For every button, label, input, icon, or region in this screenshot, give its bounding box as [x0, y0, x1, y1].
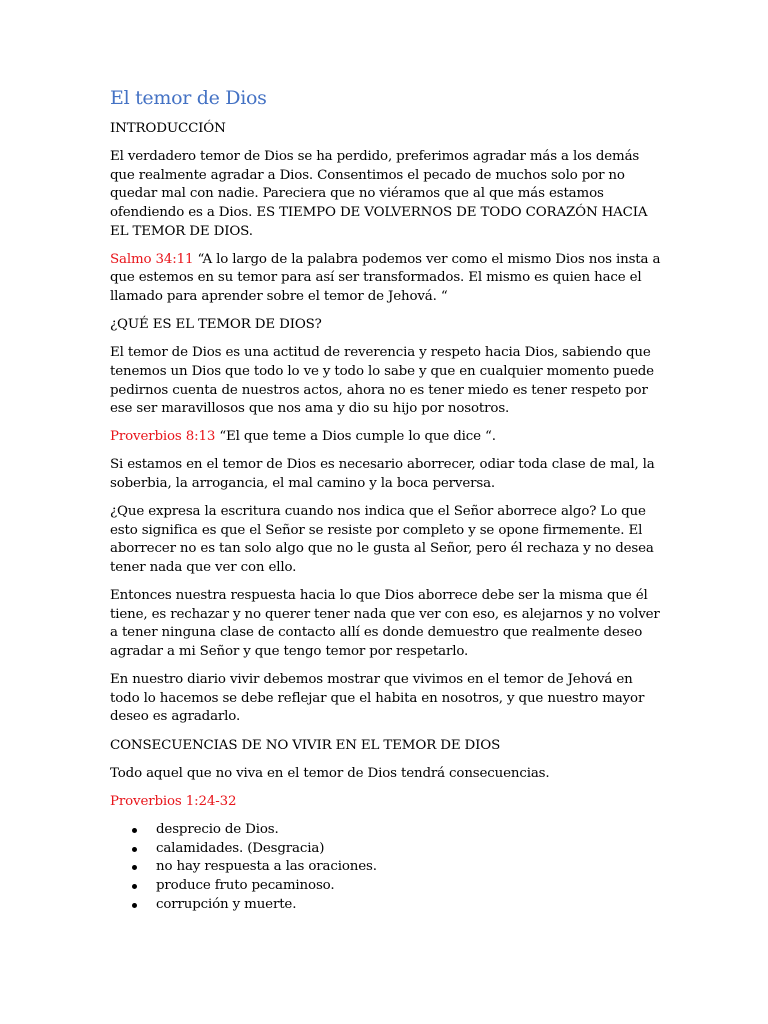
scripture-reference-proverbs-8: Proverbios 8:13 — [110, 429, 216, 445]
daily-life-paragraph: En nuestro diario vivir debemos mostrar que vivimos en el temor de Jehová en todo lo hacemos se debe reflejar que el habita en nosotros, y que nuestro mayor deseo es agradarlo. — [110, 672, 645, 725]
consequences-heading: CONSECUENCIAS DE NO VIVIR EN EL TEMOR DE DIOS — [110, 737, 501, 753]
proverbs-text-1: “El que teme a Dios cumple lo que dice “. — [215, 429, 496, 445]
scripture-reference-proverbs-1: Proverbios 1:24-32 — [110, 793, 237, 809]
psalm-paragraph — [110, 251, 662, 307]
question-heading: ¿QUÉ ES EL TEMOR DE DIOS? — [110, 317, 322, 333]
consequences-list — [110, 821, 662, 914]
list-item: desprecio de Dios. — [110, 821, 662, 840]
intro-paragraph: El verdadero temor de Dios se ha perdido, preferimos agradar más a los demás que realmente agradar a Dios. Consentimos el pecado de muchos solo por no quedar mal con nadie. Pareciera que no viéramos que al que más estamos ofendiendo es a Dios. ES TIEMPO DE VOLVERNOS DE TODO CORAZÓN HACIA EL TEMOR DE DIOS. — [110, 149, 648, 239]
list-item: calamidades. (Desgracia) — [110, 840, 662, 859]
list-item: produce fruto pecaminoso. — [110, 877, 662, 896]
list-item: corrupción y muerte. — [110, 896, 662, 915]
psalm-text: “A lo largo de la palabra podemos ver como el mismo Dios nos insta a que estemos en su temor para así ser transformados. El mismo es quien hace el llamado para aprender sobre el temor de Jehová. “ — [110, 251, 661, 304]
definition-paragraph: El temor de Dios es una actitud de reverencia y respeto hacia Dios, sabiendo que tenemos un Dios que todo lo ve y todo lo sabe y que en cualquier momento puede pedirnos cuenta de nuestros actos, ahora no es tener miedo es tener respeto por ese ser maravillosos que nos ama y dio su hijo por nosotros. — [110, 345, 654, 417]
list-item: no hay respuesta a las oraciones. — [110, 858, 662, 877]
scripture-meaning-paragraph: ¿Que expresa la escritura cuando nos indica que el Señor aborrece algo? Lo que esto significa es que el Señor se resiste por completo y se opone firmemente. El aborrecer no es tan solo algo que no le gusta al Señor, pero él rechaza y no desea tener nada que ver con ello. — [110, 504, 654, 576]
page-title: El temor de Dios — [110, 87, 267, 109]
intro-heading: INTRODUCCIÓN — [110, 121, 226, 136]
hate-evil-paragraph: Si estamos en el temor de Dios es necesario aborrecer, odiar toda clase de mal, la soberbia, la arrogancia, el mal camino y la boca perversa. — [110, 457, 655, 492]
proverbs-paragraph-1 — [110, 428, 662, 447]
consequences-intro: Todo aquel que no viva en el temor de Dios tendrá consecuencias. — [110, 765, 550, 781]
scripture-reference-psalm: Salmo 34:11 — [110, 251, 194, 267]
response-paragraph: Entonces nuestra respuesta hacia lo que Dios aborrece debe ser la misma que él tiene, es rechazar y no querer tener nada que ver con eso, es alejarnos y no volver a tener ninguna clase de contacto allí es donde demuestro que realmente deseo agradar a mi Señor y que tengo temor por respetarlo. — [110, 588, 660, 659]
document-body — [110, 84, 662, 914]
